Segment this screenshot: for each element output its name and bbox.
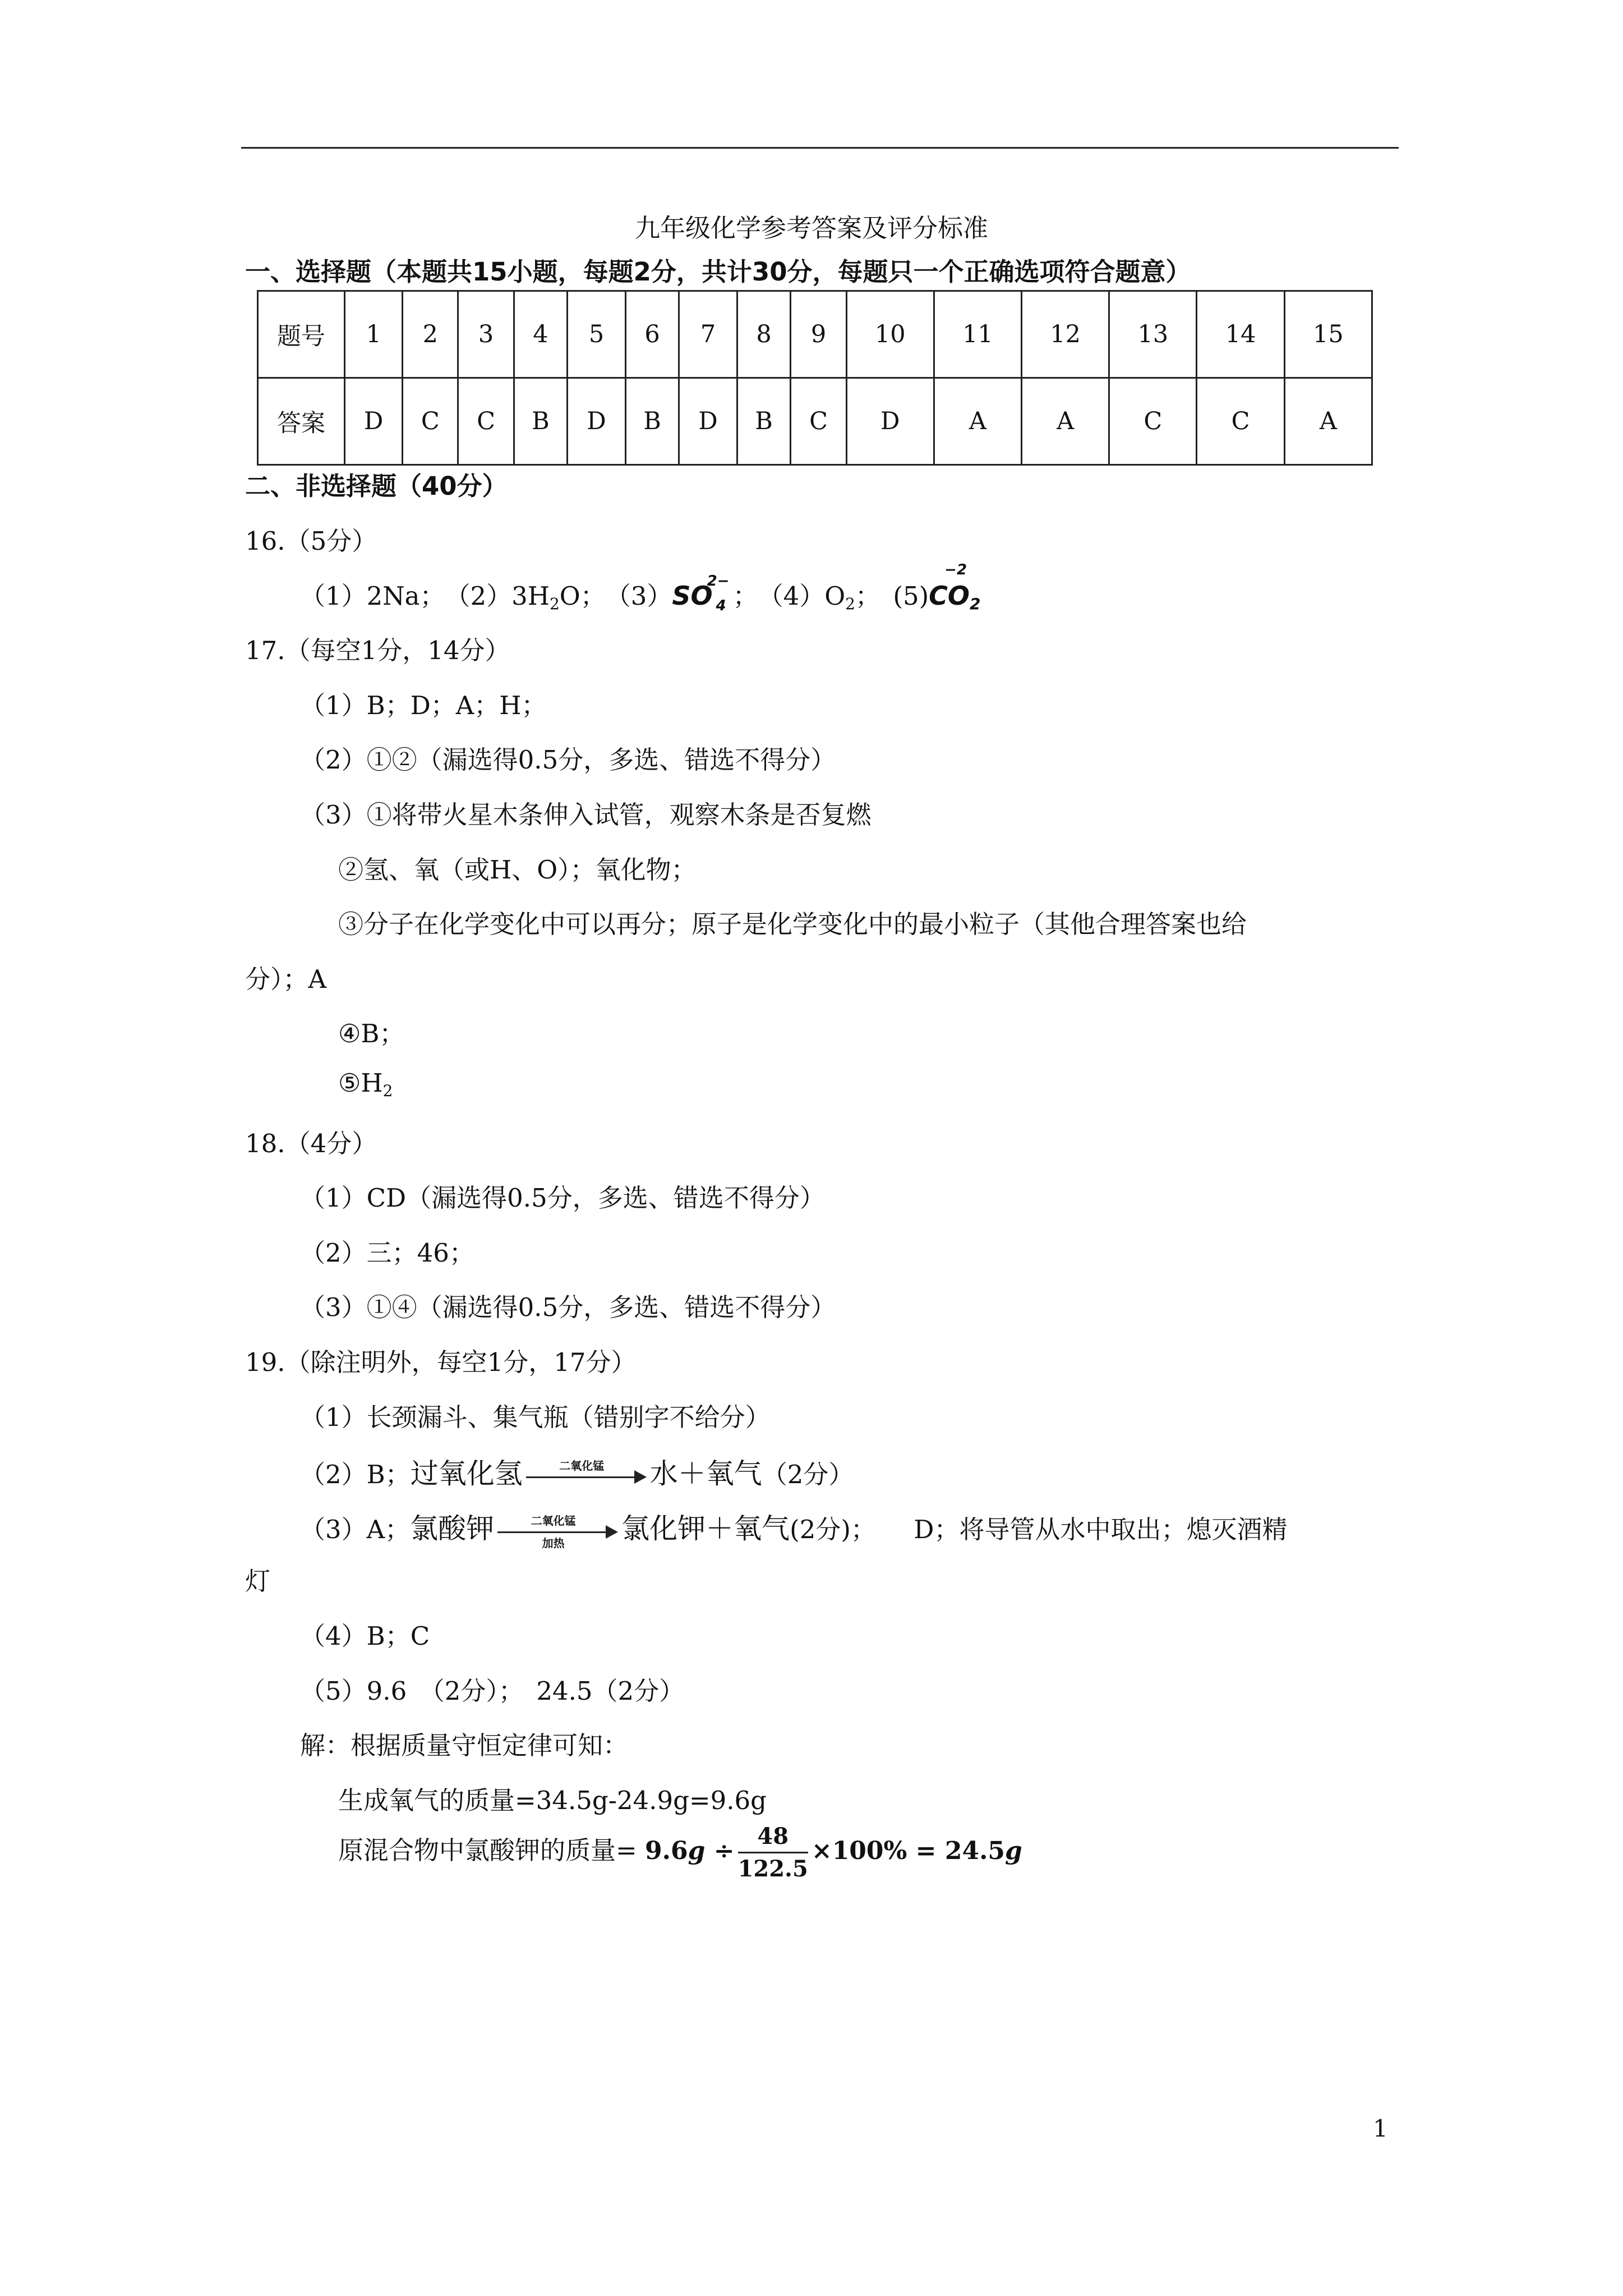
q19-line-1: （1）长颈漏斗、集气瓶（错别字不给分） <box>300 1402 771 1432</box>
q17-line-5: ③分子在化学变化中可以再分；原子是化学变化中的最小粒子（其他合理答案也给 <box>338 909 1247 939</box>
q16-heading: 16.（5分） <box>245 526 377 556</box>
table-cell: 9 <box>791 291 846 378</box>
table-cell: 6 <box>625 291 679 378</box>
table-cell: A <box>1284 378 1372 465</box>
q19-line-4: 灯 <box>245 1566 271 1596</box>
q19-line-7: 解：根据质量守恒定律可知： <box>300 1731 629 1760</box>
table-cell: D <box>679 378 737 465</box>
reaction-arrow-icon: 二氧化锰 <box>526 1466 647 1488</box>
q19-line-3: （3）A；氯酸钾 二氧化锰 加热 氯化钾＋氧气(2分)； D；将导管从水中取出；熄灭酒精 <box>300 1512 1288 1550</box>
q17-line-6: 分）；A <box>245 964 326 994</box>
section-2-heading: 二、非选择题（40分） <box>245 471 508 501</box>
q19-line-8: 生成氧气的质量=34.5g-24.9g=9.6g <box>338 1786 767 1815</box>
table-head-answer: 答案 <box>258 378 345 465</box>
q18-line-1: （1）CD（漏选得0.5分，多选、错选不得分） <box>300 1183 825 1213</box>
table-cell: 5 <box>568 291 625 378</box>
carbon-dioxide-valence-formula: −2 $CO_2$ <box>929 562 981 613</box>
table-cell: 7 <box>679 291 737 378</box>
q17-line-2: （2）①②（漏选得0.5分，多选、错选不得分） <box>300 745 836 775</box>
table-cell: A <box>1022 378 1109 465</box>
table-cell: C <box>1109 378 1197 465</box>
q17-line-4: ②氢、氧（或H、O）；氧化物； <box>338 855 697 885</box>
table-cell: 15 <box>1284 291 1372 378</box>
table-cell: C <box>403 378 458 465</box>
q16-answer-line: （1）2Na； $(2)3H_2O$； （3）SO 2− 4 ； $(4)O_2$； (5) −2 $CO_2$ <box>300 562 981 614</box>
q19-heading: 19.（除注明外，每空1分，17分） <box>245 1347 637 1377</box>
header-rule <box>241 147 1399 149</box>
table-cell: A <box>934 378 1021 465</box>
fraction: $\frac{48}{122.5}$ <box>737 1823 808 1882</box>
table-cell: 3 <box>458 291 514 378</box>
page-number: 1 <box>1373 2115 1388 2142</box>
table-cell: D <box>568 378 625 465</box>
table-cell: D <box>846 378 934 465</box>
page-title: 九年级化学参考答案及评分标准 <box>634 213 988 243</box>
q19-line-2: （2）B；过氧化氢 二氧化锰 水＋氧气（2分） <box>300 1457 854 1490</box>
section-1-heading: 一、选择题（本题共15小题，每题2分，共计30分，每题只一个正确选项符合题意） <box>245 257 1191 287</box>
table-row-numbers <box>258 291 1372 378</box>
table-cell: 1 <box>345 291 403 378</box>
table-cell: 14 <box>1197 291 1284 378</box>
table-cell: C <box>791 378 846 465</box>
mass-calculation-formula: 9.6g ÷ $\frac{48}{122.5}$ ×100% = 24.5g <box>645 1823 1022 1882</box>
answer-table <box>257 290 1373 466</box>
table-cell: 10 <box>846 291 934 378</box>
q18-heading: 18.（4分） <box>245 1129 377 1158</box>
table-cell: 2 <box>403 291 458 378</box>
sulfate-ion-formula: SO 2− 4 <box>672 573 730 614</box>
q17-heading: 17.（每空1分，14分） <box>245 636 510 665</box>
table-cell: B <box>625 378 679 465</box>
table-row-answers <box>258 378 1372 465</box>
reaction-arrow-icon: 二氧化锰 加热 <box>497 1521 618 1543</box>
q18-line-3: （3）①④（漏选得0.5分，多选、错选不得分） <box>300 1292 836 1322</box>
q19-line-5: （4）B；C <box>300 1621 430 1651</box>
table-cell: 8 <box>737 291 791 378</box>
table-cell: 4 <box>514 291 568 378</box>
table-cell: D <box>345 378 403 465</box>
table-cell: B <box>514 378 568 465</box>
q18-line-2: （2）三；46； <box>300 1238 474 1268</box>
table-head-number: 题号 <box>258 291 345 378</box>
q17-line-3: （3）①将带火星木条伸入试管，观察木条是否复燃 <box>300 800 872 830</box>
q19-line-6: （5）9.6 （2分）； 24.5（2分） <box>300 1676 685 1706</box>
table-cell: C <box>458 378 514 465</box>
q19-line-9: 原混合物中氯酸钾的质量= 9.6g ÷ $\frac{48}{122.5}$ ×100% = 24.5g <box>338 1823 1022 1882</box>
q17-line-8: $⑤H_2$ <box>338 1068 393 1100</box>
q17-line-7: ④B； <box>338 1019 405 1048</box>
q17-line-1: （1）B；D；A；H； <box>300 691 547 720</box>
table-cell: 13 <box>1109 291 1197 378</box>
table-cell: C <box>1197 378 1284 465</box>
table-cell: 12 <box>1022 291 1109 378</box>
table-cell: B <box>737 378 791 465</box>
table-cell: 11 <box>934 291 1021 378</box>
